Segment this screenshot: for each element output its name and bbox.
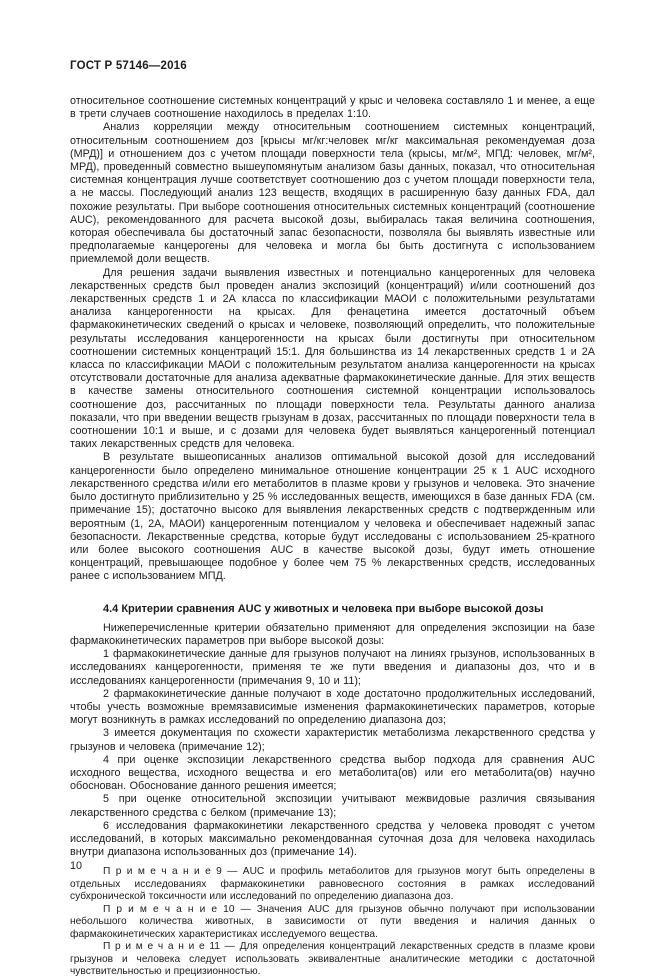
note: П р и м е ч а н и е 9 — AUC и профиль метаболитов для грызунов могут быть определены в отдельных исследованиях фармакокинетики равновесного состояния в рамках исследований субхронической токсичности или исследований по определению диапазона доз. (70, 866, 595, 903)
criteria-item: 6 исследования фармакокинетики лекарственного средства у человека проводят с учетом исследований, в которых максимально рекомендованная суточная доза для человека находилась внутри диапазона использованных доз (примечание 14). (70, 819, 595, 859)
criteria-item: 5 при оценке относительной экспозиции учитывают межвидовые различия связывания лекарственного средства с белком (примечание 13); (70, 793, 595, 819)
paragraph: Для решения задачи выявления известных и потенциально канцерогенных для человека лекарственных средств был проведен анализ экспозиций (концентраций) и/или соотношений доз лекарственных средств 1 и 2А класса по классификации МАОИ с положительными результатами анализа канцерогенности на крысах. Для фенацетина имеется достаточный объем фармакокинетических сведений о крысах и человеке, позволяющий определить, что положительные результаты исследования канцерогенности на крысах были достигнуты при относительном соотношении системных концентраций 15:1. Для большинства из 14 лекарственных средств 1 и 2А класса по классификации МАОИ с положительным результатом анализа канцерогенности на крысах отсутствовали достаточные для анализа адекватные фармакокинетические данные. Для этих веществ в качестве замены относительного соотношения системной концентрации использовалось соотношение доз, рассчитанных по площади поверхности тела. Результаты данного анализа показали, что при введении веществ грызунам в дозах, рассчитанных по площади поверхности тела в соотношении 10:1 и выше, и с дозами для человека будет выявляться канцерогенный потенциал таких лекарственных средств для человека. (70, 266, 595, 451)
note: П р и м е ч а н и е 11 — Для определения концентраций лекарственных средств в плазме крови грызунов и человека следует использовать эквивалентные аналитические методики с достаточной чувствительностью и прецизионностью. (70, 941, 595, 978)
criteria-item: 4 при оценке экспозиции лекарственного средства выбор подхода для сравнения AUC исходного вещества, исходного вещества и его метаболита(ов) или его метаболита(ов) научно обоснован. Обоснование данного решения имеется; (70, 753, 595, 793)
running-header: ГОСТ Р 57146—2016 (70, 60, 187, 72)
criteria-item: 2 фармакокинетические данные получают в ходе достаточно продолжительных исследований, чтобы учесть возможные времязависимые изменения фармакокинетических параметров, которые могут возникнуть в рамках исследований по определению диапазона доз; (70, 687, 595, 727)
paragraph: Анализ корреляции между относительным соотношением системных концентраций, относительным соотношением доз [крысы мг/кг:человек мг/кг максимальная рекомендуемая доза (МРД)] и отношением доз с учетом площади поверхности тела (крысы, мг/м², МПД: человек, мг/м², МРД), проведенный совместно вышеупомянутым анализом базы данных, показал, что относительная системная концентрация лучше соответствует соотношению доз с учетом площади поверхности тела, а не массы. Последующий анализ 123 веществ, входящих в расширенную базу данных FDA, дал похожие результаты. При выборе соотношения относительных системных концентраций (соотношение AUC), рекомендованного для расчета высокой дозы, выбиралась такая величина соотношения, которая обеспечивала бы достаточный запас безопасности, позволяла бы выявлять известные или предполагаемые канцерогены для человека и могла бы быть достигнута с использованием приемлемой доли веществ. (70, 121, 595, 266)
paragraph: относительное соотношение системных концентраций у крыс и человека составляло 1 и менее, а еще в трети случаев соотношение находилось в пределах 1:10. (70, 95, 595, 121)
criteria-item: 1 фармакокинетические данные для грызунов получают на линиях грызунов, использованных в исследованиях канцерогенности, применяя те же пути введения и диапазоны доз, что и в исследованиях канцерогенности (примечания 9, 10 и 11); (70, 648, 595, 687)
note: П р и м е ч а н и е 10 — Значения AUC для грызунов обычно получают при использовании небольшого количества животных, в зависимости от пути введения и наличия данных о фармакокинетических характеристиках исследуемого вещества. (70, 903, 595, 940)
document-body (70, 95, 595, 979)
criteria-item: 3 имеется документация по схожести характеристик метаболизма лекарственного средства у грызунов и человека (примечание 12); (70, 727, 595, 753)
section-heading: 4.4 Критерии сравнения AUC у животных и человека при выборе высокой дозы (103, 602, 544, 615)
paragraph: В результате вышеописанных анализов оптимальной высокой дозой для исследований канцерогенности было определено минимальное отношение концентрации 25 к 1 AUC исходного лекарственного средства и/или его метаболитов в плазме крови у грызунов и человека. Это значение было достигнуто приблизительно у 25 % исследованных веществ, имеющихся в базе данных FDA (см. примечание 15); достаточно высоко для выявления лекарственных средств с подтвержденным или вероятным (1, 2А, МАОИ) канцерогенным потенциалом у человека и обеспечивает надежный запас безопасности. Лекарственные средства, которые будут исследованы с использованием 25-кратного или более высокого соотношения AUC в качестве высокой дозы, будут иметь отношение концентраций, превышающее подобное у более чем 75 % лекарственных средств, исследованных ранее с использованием МПД. (70, 451, 595, 583)
page-number: 10 (70, 860, 83, 872)
paragraph: Нижеперечисленные критерии обязательно применяют для определения экспозиции на базе фармакокинетических параметров при выборе высокой дозы: (70, 621, 595, 647)
